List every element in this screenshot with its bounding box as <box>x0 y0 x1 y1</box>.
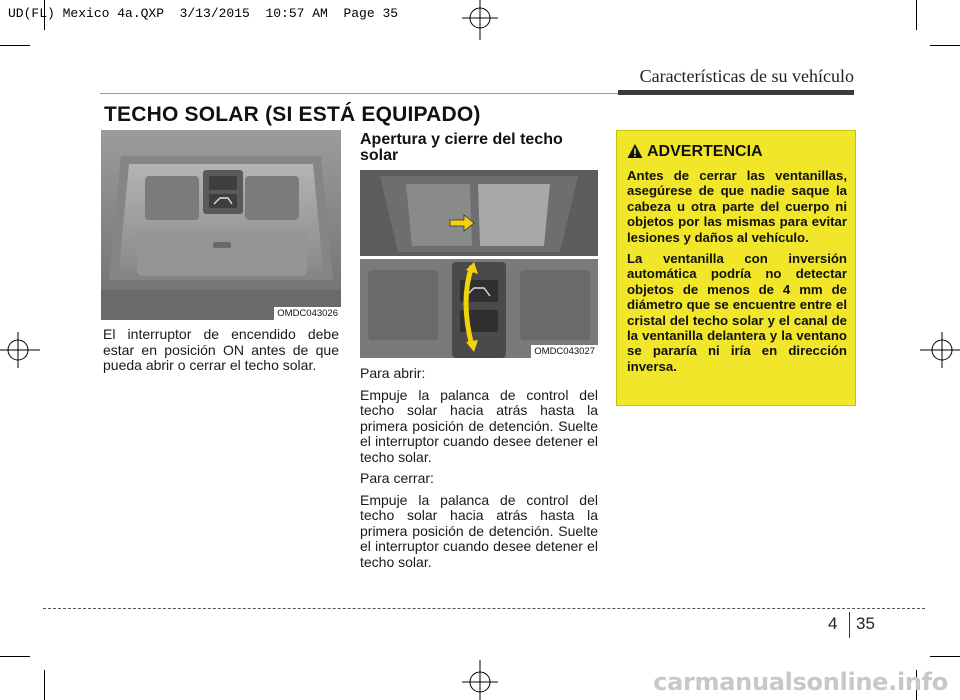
sunroof-switch-photo <box>360 170 598 358</box>
title-rule <box>100 93 618 94</box>
open-instructions: Empuje la palanca de control del techo solar hacia atrás hasta la primera posición de detención. Suelte el interruptor cuando desee detener el techo solar. <box>360 386 598 465</box>
crop-mark <box>930 45 960 46</box>
header-rule <box>618 90 854 95</box>
page-title: TECHO SOLAR (SI ESTÁ EQUIPADO) <box>104 103 481 126</box>
ignition-paragraph <box>103 327 339 380</box>
print-header: UD(FL) Mexico 4a.QXP 3/13/2015 10:57 AM Page 35 <box>8 6 399 21</box>
warning-title: ADVERTENCIA <box>647 143 763 160</box>
warning-paragraph: La ventanilla con inversión automática podría no detectar objetos de menos de 4 mm de diámetro que se encuentre entre el cristal del techo solar y el canal de la ventanilla delantera y la ventano se pararía ni iría en dirección inversa. <box>627 251 847 374</box>
warning-triangle-icon <box>627 143 643 159</box>
crop-mark <box>0 656 30 657</box>
sunroof-switch-image <box>360 170 598 358</box>
sunroof-instructions <box>360 366 598 576</box>
registration-mark-icon <box>0 328 44 372</box>
overhead-console-image <box>101 130 341 320</box>
warning-paragraph: Antes de cerrar las ventanillas, asegúrese de que nadie saque la cabeza u otra parte del cuerpo ni objetos por las mismas para evitar lesiones y daños al vehículo. <box>627 168 847 245</box>
overhead-console-photo <box>101 130 341 320</box>
close-label: Para cerrar: <box>360 470 434 486</box>
chapter-number: 4 <box>828 614 838 633</box>
subheading: Apertura y cierre del techo solar <box>360 131 563 164</box>
page-number: 35 <box>856 614 875 633</box>
crop-mark <box>0 45 30 46</box>
page-separator <box>849 612 850 638</box>
footer-rule <box>43 608 925 609</box>
crop-mark <box>930 656 960 657</box>
registration-mark-icon <box>458 656 502 700</box>
section-header: Características de su vehículo <box>639 66 854 86</box>
body-paragraph: El interruptor de encendido debe estar en posición ON antes de que pueda abrir o cerrar el techo solar. <box>103 326 339 373</box>
registration-mark-icon <box>916 328 960 372</box>
watermark: carmanualsonline.info <box>653 668 948 696</box>
open-label: Para abrir: <box>360 365 426 381</box>
image-caption: OMDC043027 <box>531 345 598 358</box>
warning-body <box>627 168 847 380</box>
registration-mark-icon <box>458 0 502 44</box>
image-caption: OMDC043026 <box>274 307 341 320</box>
crop-mark <box>44 670 45 700</box>
warning-box <box>616 130 856 406</box>
crop-mark <box>916 0 917 30</box>
close-instructions: Empuje la palanca de control del techo solar hacia atrás hasta la primera posición de detención. Suelte el interruptor cuando desee detener el techo solar. <box>360 491 598 570</box>
